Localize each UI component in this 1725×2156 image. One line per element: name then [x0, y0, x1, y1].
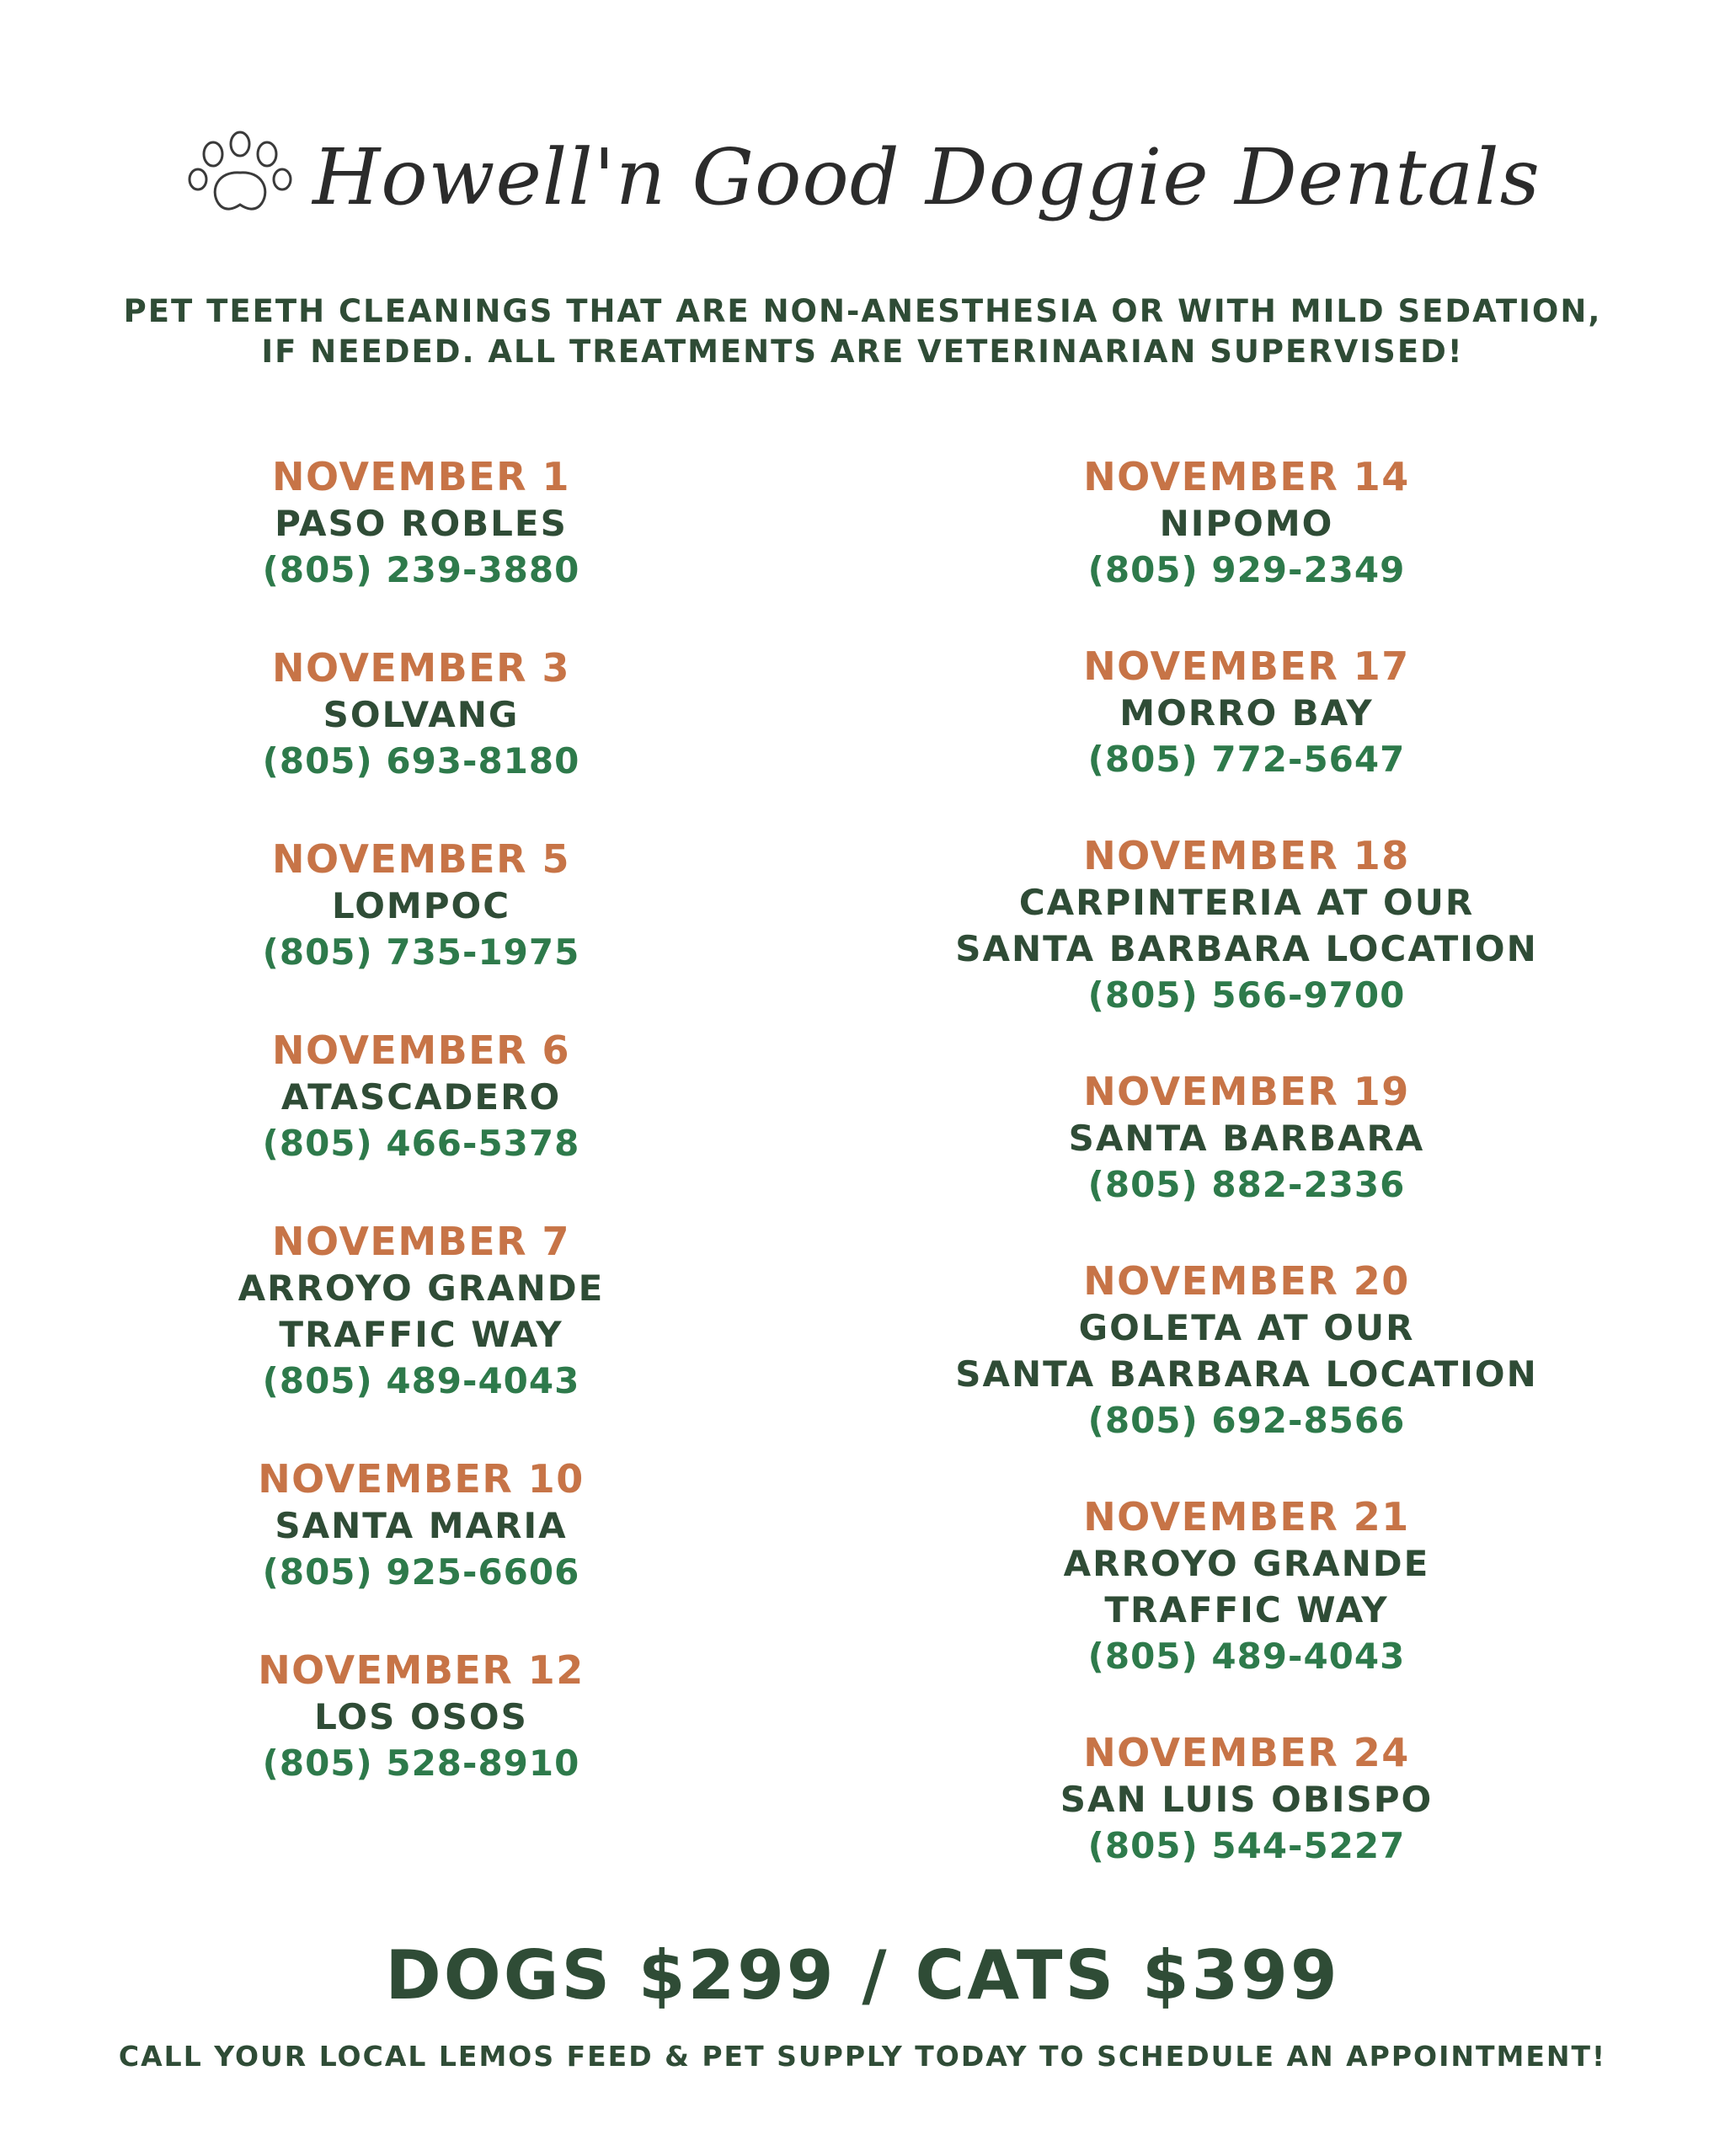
event-location: ATASCADERO [280, 1076, 562, 1118]
event-item [868, 832, 1626, 1019]
event-item [168, 1646, 674, 1787]
event-phone: (805) 735-1975 [262, 931, 580, 973]
event-location-line-2: TRAFFIC WAY [279, 1314, 563, 1355]
left-schedule-column [168, 453, 674, 1838]
event-item [868, 1729, 1626, 1870]
call-to-action: CALL YOUR LOCAL LEMOS FEED & PET SUPPLY TODAY TO SCHEDULE AN APPOINTMENT! [118, 2040, 1607, 2073]
event-phone: (805) 929-2349 [1087, 549, 1406, 590]
event-location: GOLETA AT OUR [1078, 1307, 1415, 1348]
event-phone: (805) 489-4043 [1087, 1636, 1406, 1677]
event-phone: (805) 466-5378 [262, 1123, 580, 1164]
event-phone: (805) 772-5647 [1087, 739, 1406, 780]
tagline-line-2: IF NEEDED. ALL TREATMENTS ARE VETERINARIAN SUPERVISED! [261, 334, 1464, 370]
event-location-line-2: SANTA BARBARA LOCATION [955, 1353, 1538, 1395]
tagline [0, 291, 1725, 372]
event-item [868, 1257, 1626, 1444]
tagline-line-1: PET TEETH CLEANINGS THAT ARE NON-ANESTHESIA OR WITH MILD SEDATION, [123, 293, 1602, 329]
event-location-line-2: TRAFFIC WAY [1104, 1589, 1389, 1630]
event-item [168, 453, 674, 594]
pricing-headline: DOGS $299 / CATS $399 [385, 1936, 1340, 2015]
event-item [868, 1493, 1626, 1680]
event-item [168, 1218, 674, 1405]
brand-title: Howell'n Good Doggie Dentals [312, 131, 1541, 222]
event-date: NOVEMBER 14 [1083, 454, 1410, 499]
event-phone: (805) 693-8180 [262, 740, 580, 782]
event-item [168, 1027, 674, 1167]
event-date: NOVEMBER 5 [271, 836, 571, 882]
event-location-line-2: SANTA BARBARA LOCATION [955, 928, 1538, 969]
paw-print-outline-icon [184, 131, 294, 223]
event-date: NOVEMBER 19 [1083, 1069, 1410, 1114]
event-phone: (805) 692-8566 [1087, 1400, 1406, 1441]
event-item [868, 643, 1626, 783]
event-location: NIPOMO [1159, 503, 1334, 544]
event-date: NOVEMBER 3 [271, 645, 571, 691]
event-location: LOS OSOS [314, 1696, 528, 1737]
event-location: ARROYO GRANDE [1063, 1543, 1430, 1584]
event-location: SANTA BARBARA [1068, 1118, 1425, 1159]
event-phone: (805) 489-4043 [262, 1360, 580, 1401]
event-date: NOVEMBER 1 [271, 454, 571, 499]
event-phone: (805) 528-8910 [262, 1742, 580, 1784]
header [0, 101, 1725, 253]
event-item [868, 453, 1626, 594]
event-item [168, 644, 674, 785]
event-date: NOVEMBER 7 [271, 1219, 571, 1264]
event-location: ARROYO GRANDE [238, 1267, 605, 1309]
event-date: NOVEMBER 12 [258, 1647, 585, 1693]
event-date: NOVEMBER 21 [1083, 1494, 1410, 1540]
event-date: NOVEMBER 17 [1083, 643, 1410, 689]
event-item [168, 835, 674, 976]
event-date: NOVEMBER 24 [1083, 1730, 1410, 1775]
event-phone: (805) 544-5227 [1087, 1825, 1406, 1866]
event-date: NOVEMBER 18 [1083, 833, 1410, 878]
event-location: SOLVANG [323, 694, 520, 735]
event-location: CARPINTERIA AT OUR [1018, 882, 1475, 923]
event-date: NOVEMBER 20 [1083, 1258, 1410, 1304]
event-phone: (805) 925-6606 [262, 1551, 580, 1593]
event-date: NOVEMBER 10 [258, 1456, 585, 1502]
event-phone: (805) 566-9700 [1087, 974, 1406, 1016]
event-location: PASO ROBLES [275, 503, 568, 544]
event-item [868, 1068, 1626, 1209]
event-location: SANTA MARIA [275, 1505, 568, 1546]
event-location: MORRO BAY [1119, 692, 1374, 734]
event-phone: (805) 239-3880 [262, 549, 580, 590]
right-schedule-column [868, 453, 1626, 1919]
event-phone: (805) 882-2336 [1087, 1164, 1406, 1205]
event-item [168, 1455, 674, 1596]
event-location: LOMPOC [331, 885, 511, 926]
event-location: SAN LUIS OBISPO [1060, 1779, 1434, 1820]
event-date: NOVEMBER 6 [271, 1027, 571, 1073]
